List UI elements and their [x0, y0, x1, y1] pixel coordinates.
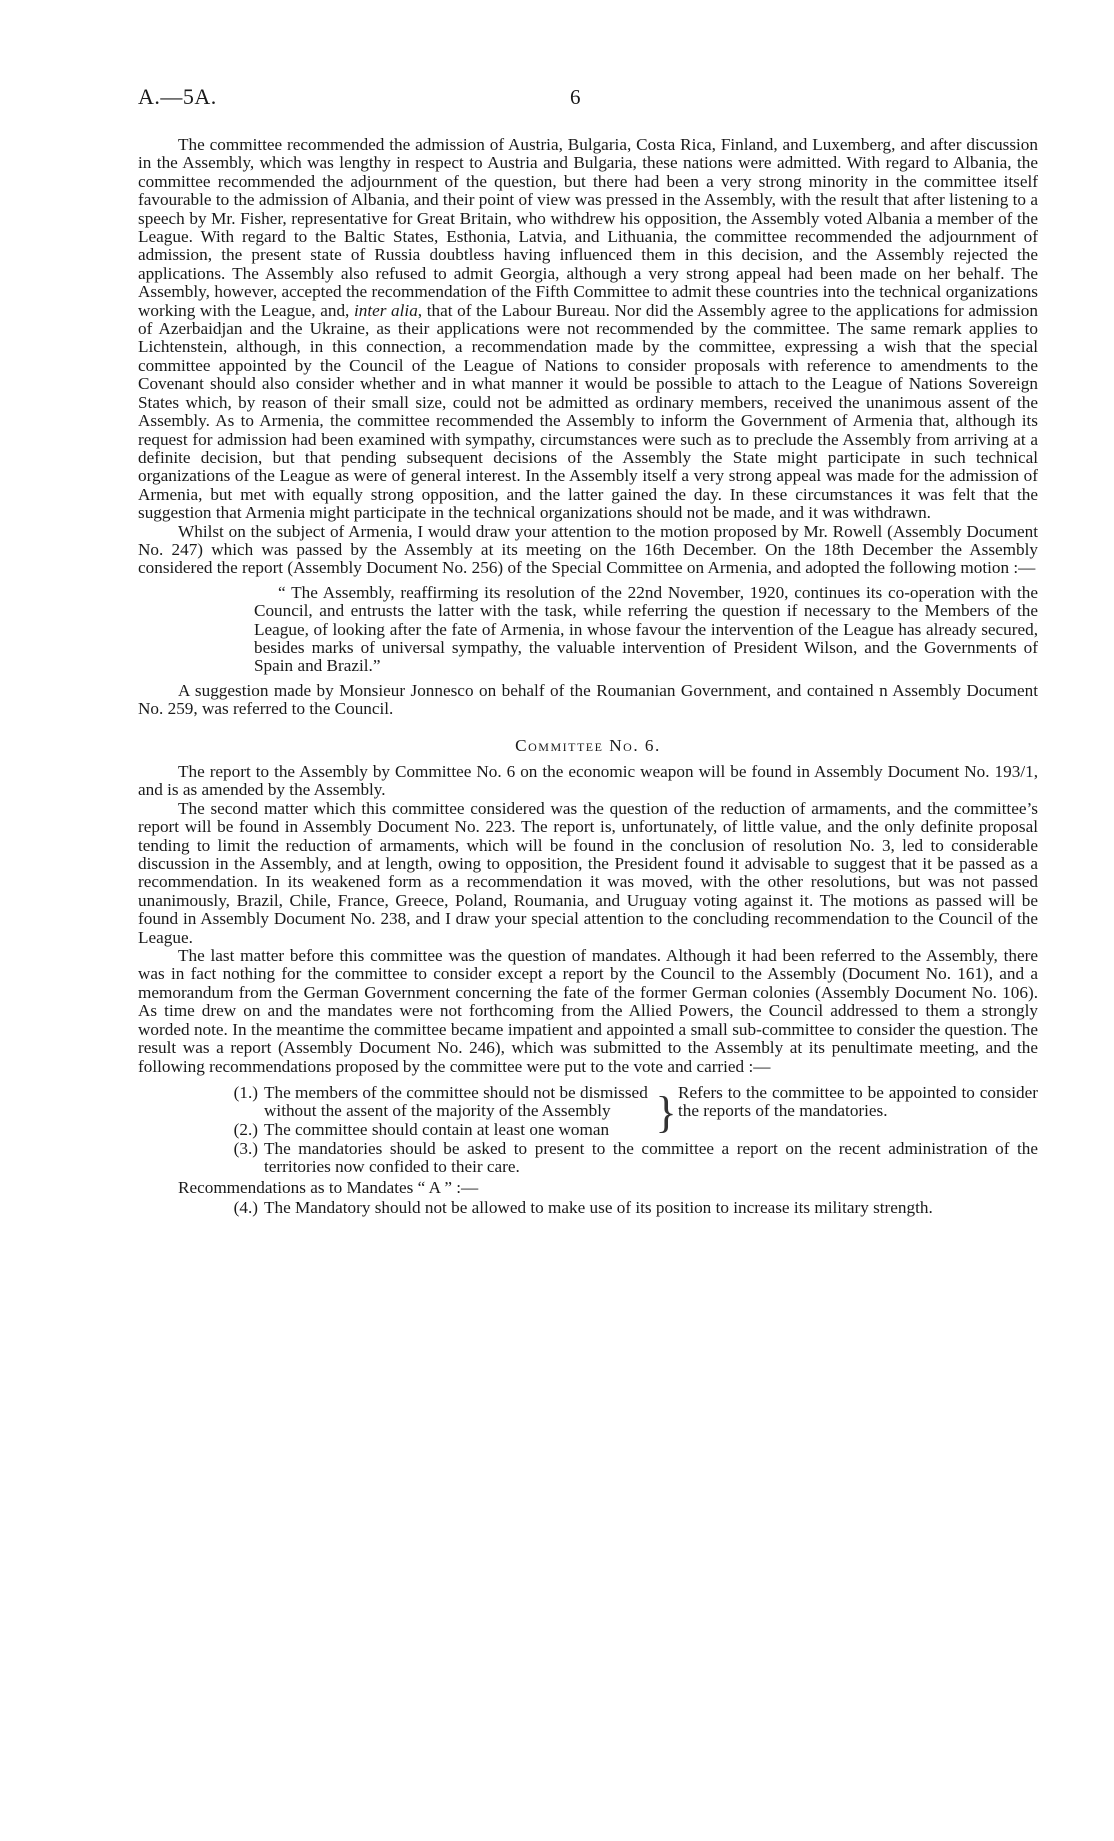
recommendation-4: [138, 1199, 1038, 1217]
body-text: [138, 136, 1038, 1218]
recommendation-number: (4.): [233, 1198, 258, 1218]
paragraph-armenia-motion: Whilst on the subject of Armenia, I would draw your attention to the motion proposed by Mr. Rowell (Assembly Document No. 247) which was passed by the Assembly at its meeting on the 16th December. On the 18th December the Assembly considered the report (Assembly Document No. 256) of the Special Committee on Armenia, and adopted the following motion :—: [138, 521, 1038, 578]
recommendation-2: [138, 1121, 654, 1139]
braced-recommendations: [138, 1084, 1038, 1140]
page-number: 6: [570, 85, 581, 109]
braced-items: [138, 1084, 654, 1140]
paragraph-armaments: The second matter which this committee considered was the question of the reduction of armaments, and the committee’s report will be found in Assembly Document No. 223. The report is, unfortunately, of little value, and the only definite proposal tending to limit the reduction of armaments, which will be found in the conclusion of resolution No. 3, led to considerable discussion in the Assembly, and at length, owing to opposition, the President found it advisable to suggest that it be passed as a recommendation. In its weakened form as a recommendation it was moved, with the other resolutions, but was not passed unanimously, Brazil, Chile, France, Greece, Poland, Roumania, and Uruguay voting against it. The motions as passed will be found in Assembly Document No. 238, and I draw your special attention to the concluding recommendation to the Council of the League.: [138, 798, 1038, 947]
recommendation-number: (3.): [233, 1138, 258, 1158]
recommendation-text: The mandatories should be asked to present to the committee a report on the recent administration of the territories now confided to their care.: [264, 1138, 1038, 1177]
recommendation-1: [138, 1084, 654, 1121]
latin-phrase: inter alia: [353, 300, 418, 320]
recommendation-3: [138, 1140, 1038, 1177]
paragraph-admissions: The committee recommended the admission of Austria, Bulgaria, Costa Rica, Finland, and Luxemberg, and after discussion in the Assembly, which was lengthy in respect to Austria and Bulgaria, these nations were admitted. With regard to Albania, the committee recommended the adjournment of the question, but there had been a very strong minority in the committee itself favourable to the admission of Albania, and their point of view was pressed in the Assembly, with the result that after listening to a speech by Mr. Fisher, representative for Great Britain, who withdrew his opposition, the Assembly voted Albania a member of the League. With regard to the Baltic States, Esthonia, Latvia, and Lithuania, the committee recommended the adjournment of admission, the present state of Russia doubtless having influenced them in this decision, and the Assembly rejected the applications. The Assembly also refused to admit Georgia, although a very strong appeal had been made on her behalf. The Assembly, however, accepted the recommendation of the Fifth Committee to admit these countries into the technical organizations working with the League, and, inter alia, that of the Labour Bureau. Nor did the Assembly agree to the applications for admission of Azerbaidjan and the Ukraine, as their applications were not recommended by the committee. The same remark applies to Lichtenstein, although, in this connection, a recommendation made by the committee, expressing a wish that the special committee appointed by the Council of the League of Nations to consider proposals with reference to amendments to the Covenant should also consider whether and in what manner it would be possible to attach to the League of Nations Sovereign States which, by reason of their small size, could not be admitted as ordinary members, received the unanimous assent of the Assembly. As to Armenia, the committee recommended the Assembly to inform the Government of Armenia that, although its request for admission had been examined with sympathy, circumstances were such as to preclude the Assembly from arriving at a definite decision, but that pending subsequent decisions of the Assembly the State might participate in such technical organizations of the League as were of general interest. In the Assembly itself a very strong appeal was made for the admission of Armenia, but met with equally strong opposition, and the latter gained the day. In these circumstances it was felt that the suggestion that Armenia might participate in the technical organizations should not be made, and it was withdrawn.: [138, 135, 1038, 523]
paragraph-mandates: The last matter before this committee was the question of mandates. Although it had been referred to the Assembly, there was in fact nothing for the committee to consider except a report by the Council to the Assembly (Document No. 161), and a memorandum from the German Government concerning the fate of the former German colonies (Assembly Document No. 106). As time drew on and the mandates were not forthcoming from the Allied Powers, the Council addressed to them a strongly worded note. In the meantime the committee became impatient and appointed a small sub-committee to consider the question. The result was a report (Assembly Document No. 246), which was submitted to the Assembly at its penultimate meeting, and the following recommendations proposed by the committee were put to the vote and carried :—: [138, 946, 1038, 1076]
recommendation-number: (1.): [233, 1082, 258, 1102]
section-heading: Committee No. 6.: [515, 735, 661, 755]
curly-brace-icon: }: [655, 1087, 677, 1137]
brace-note: Refers to the committee to be appointed to consider the reports of the mandatories.: [678, 1082, 1038, 1121]
document-reference: A.—5A.: [138, 84, 217, 109]
quoted-motion: “ The Assembly, reaffirming its resolution of the 22nd November, 1920, continues its co-operation with the Council, and entrusts the latter with the task, while referring the question if necessary to the Members of the League, of looking after the fate of Armenia, in whose favour the intervention of the League has already secured, besides marks of universal sympathy, the valuable intervention of President Wilson, and the Governments of Spain and Brazil.”: [254, 582, 1038, 676]
recommendation-number: (2.): [233, 1119, 258, 1139]
recommendation-text: The Mandatory should not be allowed to make use of its position to increase its military strength.: [264, 1198, 933, 1218]
paragraph-economic-weapon: The report to the Assembly by Committee No. 6 on the economic weapon will be found in Assembly Document No. 193/1, and is as amended by the Assembly.: [138, 762, 1038, 800]
recommendation-text: The committee should contain at least one woman: [264, 1119, 610, 1139]
recommendation-text: The members of the committee should not be dismissed without the assent of the majority of the Assembly: [264, 1082, 648, 1121]
page-header: [138, 84, 1038, 118]
paragraph-roumanian-suggestion: A suggestion made by Monsieur Jonnesco on behalf of the Roumanian Government, and contained n Assembly Document No. 259, was referred to the Council.: [138, 680, 1038, 719]
mandates-a-heading: Recommendations as to Mandates “ A ” :—: [178, 1177, 479, 1197]
